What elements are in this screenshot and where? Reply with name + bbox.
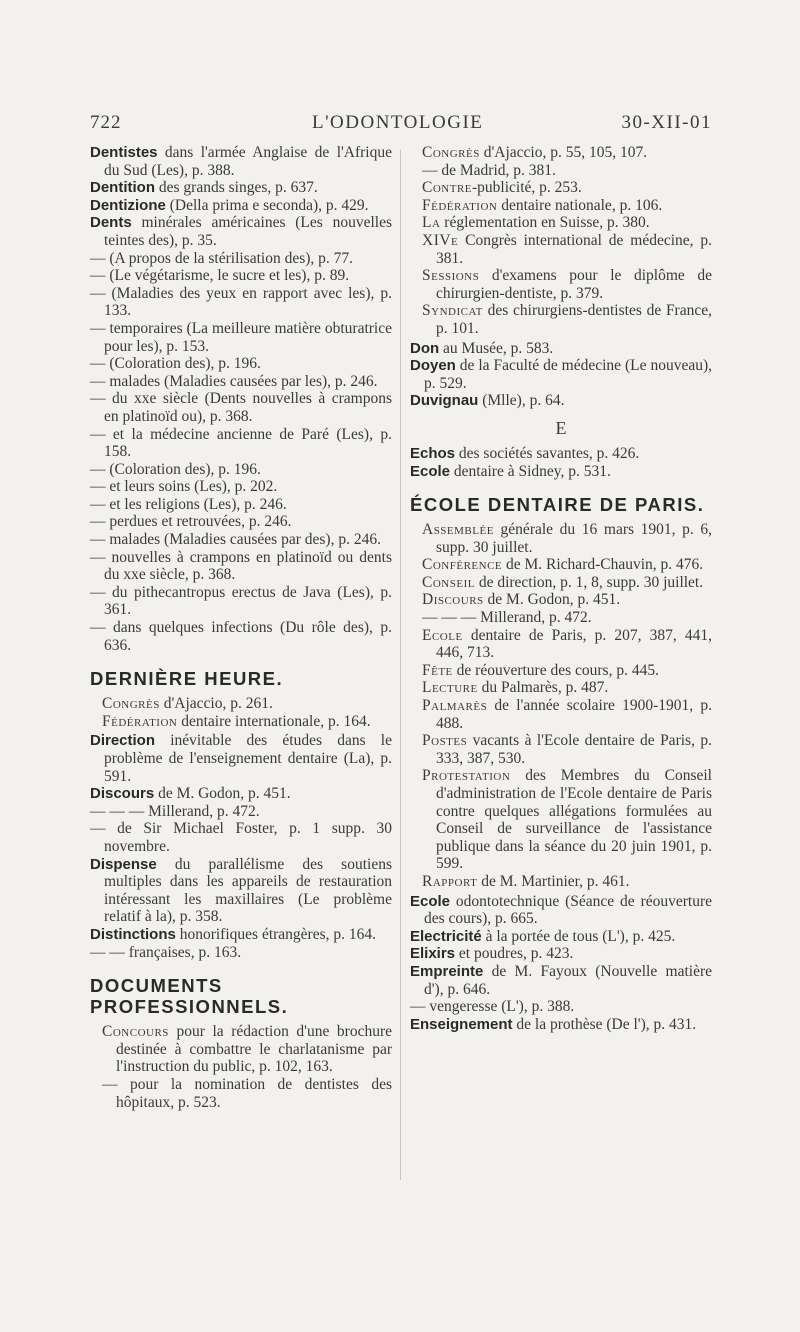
index-subentry (90, 713, 392, 731)
entry-text: d'examens pour le diplôme de chirurgien-dentiste, p. 379. (436, 267, 712, 302)
entry-text: de M. Martinier, p. 461. (477, 872, 630, 890)
index-entry (410, 463, 712, 481)
entry-headword: Ecole (410, 462, 451, 480)
entry-text: — pour la nomination de dentistes des hôpitaux, p. 523. (102, 1075, 392, 1111)
entry-text: — vengeresse (L'), p. 388. (410, 998, 575, 1016)
index-entry (90, 785, 392, 803)
entry-text: — du xxe siècle (Dents nouvelles à crampons en platinoïd ou), p. 368. (90, 390, 392, 425)
index-entry (90, 461, 392, 479)
index-entry (90, 513, 392, 531)
left-column (90, 144, 392, 1111)
index-entry (90, 549, 392, 584)
entry-text: de réouverture des cours, p. 445. (452, 661, 659, 679)
entry-text: Congrès international de médecine, p. 381. (436, 231, 712, 267)
ecole-subentries (410, 521, 712, 890)
right-entries-c (410, 893, 712, 1034)
index-entry (410, 357, 712, 392)
index-subentry (410, 662, 712, 680)
index-subentry (410, 732, 712, 767)
index-entry (410, 928, 712, 946)
index-subentry (410, 873, 712, 891)
entry-text: dentaire de Paris, p. 207, 387, 441, 446, 713. (436, 626, 712, 662)
entry-headword: Dents (90, 214, 132, 232)
entry-text: pour la rédaction d'une brochure destinée à combattre le charlatanisme par l'instruction du public, p. 102, 163. (116, 1023, 392, 1076)
index-entry (90, 285, 392, 320)
entry-text: d'Ajaccio, p. 55, 105, 107. (479, 144, 648, 161)
entry-headword: Echos (410, 444, 456, 462)
index-entry (90, 355, 392, 373)
index-entry (90, 926, 392, 944)
subentry-keyword: Rapport (422, 872, 478, 890)
index-subentry (410, 267, 712, 302)
index-entry (90, 144, 392, 179)
index-entry (410, 445, 712, 463)
entry-text: — nouvelles à crampons en platinoïd ou dents du xxe siècle, p. 368. (90, 548, 392, 584)
subentry-keyword: Congrès (422, 144, 480, 161)
right-entries-b (410, 445, 712, 480)
entry-text: des sociétés savantes, p. 426. (455, 444, 640, 462)
entry-text: — de Sir Michael Foster, p. 1 supp. 30 novembre. (90, 820, 392, 855)
entry-text: — (A propos de la stérilisation des), p. 77. (90, 249, 354, 267)
entry-text: réglementation en Suisse, p. 380. (440, 214, 650, 232)
entry-text: — malades (Maladies causées par les), p. 246. (90, 372, 378, 390)
subentry-keyword: Assemblée (422, 521, 494, 539)
index-subentry (410, 302, 712, 337)
entry-text: — malades (Maladies causées par des), p. 246. (90, 531, 381, 549)
subentry-keyword: Fédération (422, 196, 498, 214)
entry-text: — et leurs soins (Les), p. 202. (90, 478, 278, 496)
entry-headword: Dispense (90, 855, 157, 873)
entry-text: minérales américaines (Les nouvelles teintes des), p. 35. (104, 214, 392, 249)
entry-text: au Musée, p. 583. (439, 339, 554, 357)
index-entry (410, 945, 712, 963)
index-entry (90, 214, 392, 249)
entry-text: odontotechnique (Séance de réouverture des cours), p. 665. (424, 892, 712, 928)
index-subentry (410, 609, 712, 627)
index-subentry (410, 179, 712, 197)
subentry-keyword: Palmarès (422, 697, 488, 715)
entry-text: dentaire à Sidney, p. 531. (450, 462, 611, 480)
entry-text: — et la médecine ancienne de Paré (Les), p. 158. (90, 425, 392, 461)
index-entry (90, 732, 392, 785)
right-entries-a (410, 340, 712, 410)
index-entry (90, 619, 392, 654)
subentry-keyword: Ecole (422, 626, 463, 644)
entry-headword: Direction (90, 732, 156, 750)
index-subentry (410, 574, 712, 592)
entry-text: des Membres du Conseil d'administration de l'Ecole dentaire de Paris contre quelques allégations formulées au Conseil de surveillance de l'assistance publique dans la séance du 20 juin 1901, p. 599. (436, 767, 712, 873)
index-subentry (410, 197, 712, 215)
entry-headword: Duvignau (410, 392, 479, 410)
index-subentry (410, 214, 712, 232)
entry-text: dentaire nationale, p. 106. (497, 196, 663, 214)
documents-subentries (90, 1023, 392, 1111)
entry-headword: Elixirs (410, 945, 456, 963)
subentry-keyword: Congrès (102, 695, 160, 713)
right-column (410, 144, 712, 1033)
index-entry (90, 584, 392, 619)
entry-headword: Enseignement (410, 1015, 513, 1033)
subentry-keyword: Discours (422, 591, 484, 609)
index-entry (90, 267, 392, 285)
derniere-heure-subentries (90, 695, 392, 730)
index-entry (90, 856, 392, 926)
entry-text: — perdues et retrouvées, p. 246. (90, 513, 292, 531)
entry-headword: Distinctions (90, 925, 176, 943)
index-entry (90, 803, 392, 821)
left-entries-a (90, 144, 392, 654)
index-subentry (90, 1076, 392, 1111)
index-entry (90, 820, 392, 855)
entry-text: — du pithecantropus erectus de Java (Les), p. 361. (90, 583, 392, 619)
entry-text: — — — Millerand, p. 472. (90, 802, 260, 820)
entry-text: inévitable des études dans le problème de l'enseignement dentaire (La), p. 591. (104, 732, 392, 785)
entry-headword: Electricité (410, 927, 482, 945)
entry-text: dans l'armée Anglaise de l'Afrique du Sud (Les), p. 388. (104, 144, 392, 179)
subentry-keyword: Fédération (102, 712, 178, 730)
subentry-keyword: Syndicat (422, 302, 483, 320)
entry-text: du parallélisme des soutiens multiples dans les appareils de restauration intéressant les maxillaires (Le problème relatif à la), p. 358. (104, 855, 392, 926)
subentry-keyword: Conseil (422, 573, 475, 591)
index-subentry (90, 1023, 392, 1076)
index-entry (90, 531, 392, 549)
entry-text: dentaire internationale, p. 164. (177, 712, 371, 730)
index-entry (90, 373, 392, 391)
entry-text: honorifiques étrangères, p. 164. (175, 925, 376, 943)
entry-text: — (Coloration des), p. 196. (90, 460, 261, 478)
index-entry (90, 426, 392, 461)
index-entry (410, 963, 712, 998)
subentry-keyword: Sessions (422, 267, 480, 285)
entry-text: du Palmarès, p. 487. (477, 679, 609, 697)
entry-text: (Mlle), p. 64. (478, 392, 565, 410)
entry-text: de M. Richard-Chauvin, p. 476. (502, 556, 704, 574)
index-entry (90, 179, 392, 197)
entry-text: générale du 16 mars 1901, p. 6, supp. 30 juillet. (436, 521, 712, 556)
entry-headword: Discours (90, 785, 155, 803)
index-entry (90, 496, 392, 514)
subentry-keyword: Concours (102, 1023, 169, 1041)
subentry-keyword: La (422, 214, 441, 232)
index-subentry (410, 556, 712, 574)
entry-headword: Empreinte (410, 962, 484, 980)
index-subentry (410, 697, 712, 732)
index-subentry (410, 144, 712, 162)
index-entry (410, 1016, 712, 1034)
entry-text: vacants à l'Ecole dentaire de Paris, p. 333, 387, 530. (436, 732, 712, 767)
index-subentry (410, 162, 712, 180)
index-entry (90, 944, 392, 962)
entry-text: — — françaises, p. 163. (90, 943, 242, 961)
index-subentry (410, 521, 712, 556)
index-entry (410, 392, 712, 410)
entry-text: à la portée de tous (L'), p. 425. (481, 927, 676, 945)
entry-headword: Don (410, 339, 440, 357)
page-number: 722 (90, 112, 122, 133)
entry-text: de la prothèse (De l'), p. 431. (512, 1015, 697, 1033)
entry-text: (Della prima e seconda), p. 429. (165, 196, 369, 214)
index-subentry (410, 232, 712, 267)
entry-text: — (Maladies des yeux en rapport avec les), p. 133. (90, 284, 392, 320)
index-entry (90, 250, 392, 268)
subentry-keyword: XIVe (422, 231, 459, 249)
subentry-keyword: Postes (422, 732, 468, 750)
entry-text: — et les religions (Les), p. 246. (90, 495, 287, 513)
entry-text: de direction, p. 1, 8, supp. 30 juillet. (474, 573, 704, 591)
index-entry (410, 998, 712, 1016)
left-entries-b (90, 732, 392, 961)
entry-headword: Dentistes (90, 144, 158, 161)
index-entry (90, 320, 392, 355)
index-entry (410, 340, 712, 358)
subentry-keyword: Fête (422, 661, 453, 679)
entry-text: de M. Fayoux (Nouvelle matière d'), p. 646. (424, 962, 712, 998)
entry-headword: Dentizione (90, 196, 166, 214)
index-entry (90, 390, 392, 425)
entry-text: — temporaires (La meilleure matière obturatrice pour les), p. 153. (90, 319, 392, 355)
entry-headword: Ecole (410, 892, 451, 910)
subentry-keyword: Lecture (422, 679, 478, 697)
entry-text: des grands singes, p. 637. (155, 179, 318, 197)
entry-text: des chirurgiens-dentistes de France, p. 101. (436, 302, 712, 337)
entry-text: — (Le végétarisme, le sucre et les), p. 89. (90, 267, 350, 285)
subentry-keyword: Protestation (422, 767, 511, 785)
entry-text: -publicité, p. 253. (472, 179, 582, 197)
entry-headword: Dentition (90, 179, 155, 197)
entry-text: — (Coloration des), p. 196. (90, 355, 261, 373)
index-entry (90, 478, 392, 496)
index-entry (90, 197, 392, 215)
entry-headword: Doyen (410, 357, 456, 375)
section-heading-derniere-heure: DERNIÈRE HEURE. (90, 668, 284, 690)
entry-text: de M. Godon, p. 451. (483, 591, 621, 609)
running-header (90, 112, 712, 142)
column-divider (400, 150, 401, 1180)
letter-heading-e: E (555, 417, 567, 438)
section-heading-ecole: ÉCOLE DENTAIRE DE PARIS. (410, 494, 705, 516)
index-subentry (410, 627, 712, 662)
entry-text: et poudres, p. 423. (455, 945, 574, 963)
index-subentry (410, 591, 712, 609)
right-subentries-a (410, 144, 712, 338)
index-subentry (90, 695, 392, 713)
journal-title: L'ODONTOLOGIE (312, 112, 484, 133)
index-subentry (410, 767, 712, 873)
subentry-keyword: Contre (422, 179, 473, 197)
entry-text: d'Ajaccio, p. 261. (159, 695, 273, 713)
issue-date: 30-XII-01 (621, 112, 712, 133)
subentry-keyword: Conférence (422, 556, 503, 574)
index-entry (410, 893, 712, 928)
entry-text: de l'année scolaire 1900-1901, p. 488. (436, 697, 712, 732)
entry-text: — — — Millerand, p. 472. (422, 609, 592, 627)
entry-text: — de Madrid, p. 381. (422, 161, 556, 179)
entry-text: de M. Godon, p. 451. (154, 785, 291, 803)
entry-text: — dans quelques infections (Du rôle des), p. 636. (90, 619, 392, 654)
section-heading-documents: DOCUMENTS PROFESSIONNELS. (90, 975, 289, 1018)
entry-text: de la Faculté de médecine (Le nouveau), p. 529. (424, 357, 712, 392)
index-subentry (410, 679, 712, 697)
